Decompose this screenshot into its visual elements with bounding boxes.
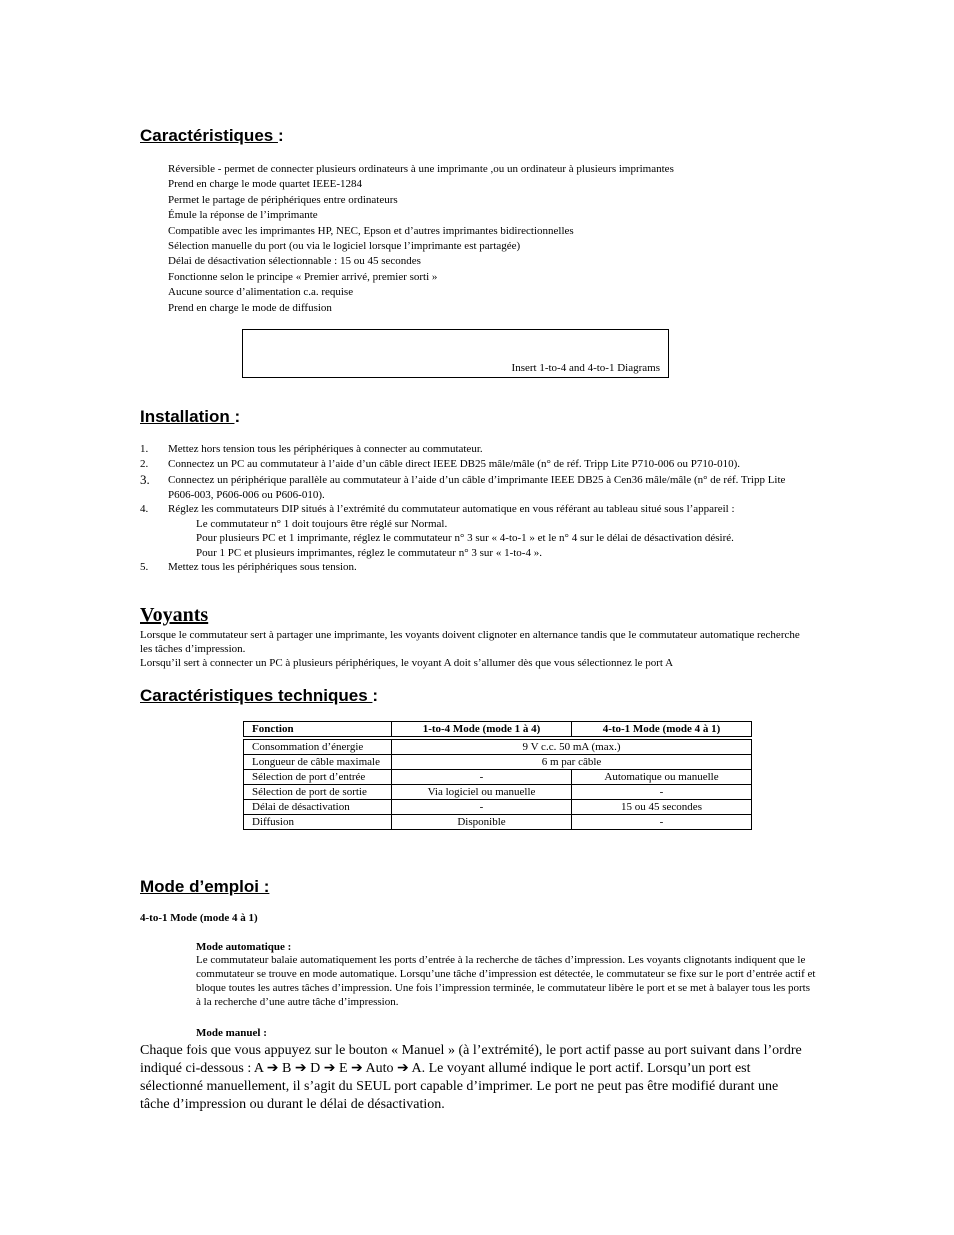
list-item: Sélection manuelle du port (ou via le logiciel lorsque l’imprimante est partagée) — [168, 240, 521, 253]
arrow-right-icon: ➔ — [396, 1061, 409, 1076]
list-item: Réversible - permet de connecter plusieurs ordinateurs à une imprimante ,ou un ordinateur à plusieurs imprimantes — [168, 163, 674, 175]
installation-steps — [140, 442, 800, 575]
voyants-text — [140, 628, 800, 670]
row-label: Délai de désactivation — [244, 800, 392, 815]
installation-heading: Installation : — [140, 407, 241, 426]
list-item: Émule la réponse de l’imprimante — [168, 209, 318, 222]
specs-table — [243, 721, 752, 830]
cell: - — [572, 785, 752, 800]
arrow-right-icon: ➔ — [294, 1061, 307, 1076]
list-item: Fonctionne selon le principe « Premier arrivé, premier sorti » — [168, 270, 438, 283]
voyants-heading: Voyants — [140, 604, 209, 626]
table-row — [244, 800, 752, 815]
arrow-right-icon: ➔ — [323, 1061, 336, 1076]
cell: Automatique ou manuelle — [572, 770, 752, 785]
column-header: 1-to-4 Mode (mode 1 à 4) — [392, 722, 572, 737]
paragraph: Lorsqu’il sert à connecter un PC à plusieurs périphériques, le voyant A doit s’allumer dès que vous sélectionnez le port A — [140, 657, 674, 669]
sub-item: Pour plusieurs PC et 1 imprimante, réglez le commutateur n° 3 sur « 4-to-1 » et le n° 4 sur le délai de désactivation désiré. — [196, 532, 734, 544]
cell: 9 V c.c. 50 mA (max.) — [392, 740, 752, 755]
sub-item: Le commutateur n° 1 doit toujours être réglé sur Normal. — [196, 517, 448, 530]
manual-mode-text: Chaque fois que vous appuyez sur le bouton « Manuel » (à l’extrémité), le port actif passe au port suivant dans l’ordre indiqué ci-dessous : A ➔ B ➔ D ➔ E ➔ Auto ➔ A. Le voyant allumé indique le port actif. Lorsqu’un port est sélectionné manuellement, il s’agit du SEUL port capable d’imprimer. Le port ne peut pas être modifié durant une tâche d’impression ou durant le délai de désactivation. — [140, 1043, 802, 1112]
cell: Disponible — [392, 815, 572, 830]
list-item: 5. Mettez tous les périphériques sous tension. — [140, 561, 357, 573]
list-item: 1. Mettez hors tension tous les périphériques à connecter au commutateur. — [140, 443, 483, 455]
cell: 6 m par câble — [392, 755, 752, 770]
row-label: Longueur de câble maximale — [244, 755, 392, 770]
list-item: Prend en charge le mode de diffusion — [168, 301, 332, 314]
list-item: Aucune source d’alimentation c.a. requise — [168, 286, 354, 299]
features-list — [168, 162, 674, 316]
list-item: Compatible avec les imprimantes HP, NEC, Epson et d’autres imprimantes bidirectionnelles — [168, 224, 574, 237]
column-header: 4-to-1 Mode (mode 4 à 1) — [572, 722, 752, 737]
arrow-right-icon: ➔ — [266, 1061, 279, 1076]
auto-mode-section — [196, 941, 816, 1009]
table-row — [244, 740, 752, 755]
list-item: 2. Connectez un PC au commutateur à l’aide d’un câble direct IEEE DB25 mâle/mâle (n° de réf. Tripp Lite P710-006 ou P710-010). — [140, 457, 740, 470]
specs-heading: Caractéristiques techniques : — [140, 686, 379, 705]
column-header: Fonction — [244, 722, 392, 737]
list-item: 4. Réglez les commutateurs DIP situés à l’extrémité du commutateur automatique en vous référant au tableau situé sous l’appareil : Le commutateur n° 1 doit toujours être réglé sur Normal. Pour plusieurs PC et 1 imprimante, réglez le commutateur n° 3 sur « 4-to-1 » et le n° 4 sur le délai de désactivation désiré. Pour 1 PC et plusieurs imprimantes, réglez le commutateur n° 3 sur « 1-to-4 ». — [140, 502, 800, 560]
cell: Via logiciel ou manuelle — [392, 785, 572, 800]
list-item: 3. Connectez un périphérique parallèle au commutateur à l’aide d’un câble d’imprimante IEEE DB25 à Cen36 mâle/mâle (n° de réf. Tripp Lite P606-003, P606-006 ou P606-010). — [140, 472, 786, 501]
list-item: Prend en charge le mode quartet IEEE-1284 — [168, 178, 363, 191]
table-row — [244, 815, 752, 830]
cell: - — [572, 815, 752, 830]
paragraph: Lorsque le commutateur sert à partager une imprimante, les voyants doivent clignoter en alternance tandis que le commutateur automatique recherche les tâches d’impression. — [140, 629, 800, 655]
auto-mode-title: Mode automatique : — [196, 941, 292, 953]
row-label: Diffusion — [244, 815, 392, 830]
arrow-right-icon: ➔ — [351, 1061, 363, 1076]
table-row — [244, 755, 752, 770]
list-item: Permet le partage de périphériques entre ordinateurs — [168, 193, 398, 206]
usage-heading: Mode d’emploi : — [140, 877, 270, 896]
manual-mode-title: Mode manuel : — [196, 1027, 267, 1039]
row-label: Sélection de port de sortie — [244, 785, 392, 800]
table-row — [244, 770, 752, 785]
sub-item: Pour 1 PC et plusieurs imprimantes, réglez le commutateur n° 3 sur « 1-to-4 ». — [196, 546, 542, 559]
table-header-row — [244, 722, 752, 737]
features-heading: Caractéristiques : — [140, 126, 284, 145]
cell: 15 ou 45 secondes — [572, 800, 752, 815]
cell: - — [392, 800, 572, 815]
usage-subheading: 4-to-1 Mode (mode 4 à 1) — [140, 912, 258, 924]
auto-mode-text: Le commutateur balaie automatiquement les ports d’entrée à la recherche de tâches d’impression. Les voyants clignotants indiquent que le commutateur se trouve en mode automatique. Lorsqu’une tâche d’impression est détectée, le commutateur se fixe sur le port d’entrée actif et bloque toutes les autres tâches d’impression. Une fois l’impression terminée, le commutateur libère le port et se met à balayer tous les ports à la recherche d’une autre tâche d’impression. — [196, 954, 816, 1008]
diagram-placeholder-box — [242, 329, 669, 378]
row-label: Consommation d’énergie — [244, 740, 392, 755]
table-row — [244, 785, 752, 800]
list-item: Délai de désactivation sélectionnable : 15 ou 45 secondes — [168, 255, 421, 268]
diagram-placeholder-text: Insert 1-to-4 and 4-to-1 Diagrams — [511, 362, 660, 374]
cell: - — [392, 770, 572, 785]
row-label: Sélection de port d’entrée — [244, 770, 392, 785]
